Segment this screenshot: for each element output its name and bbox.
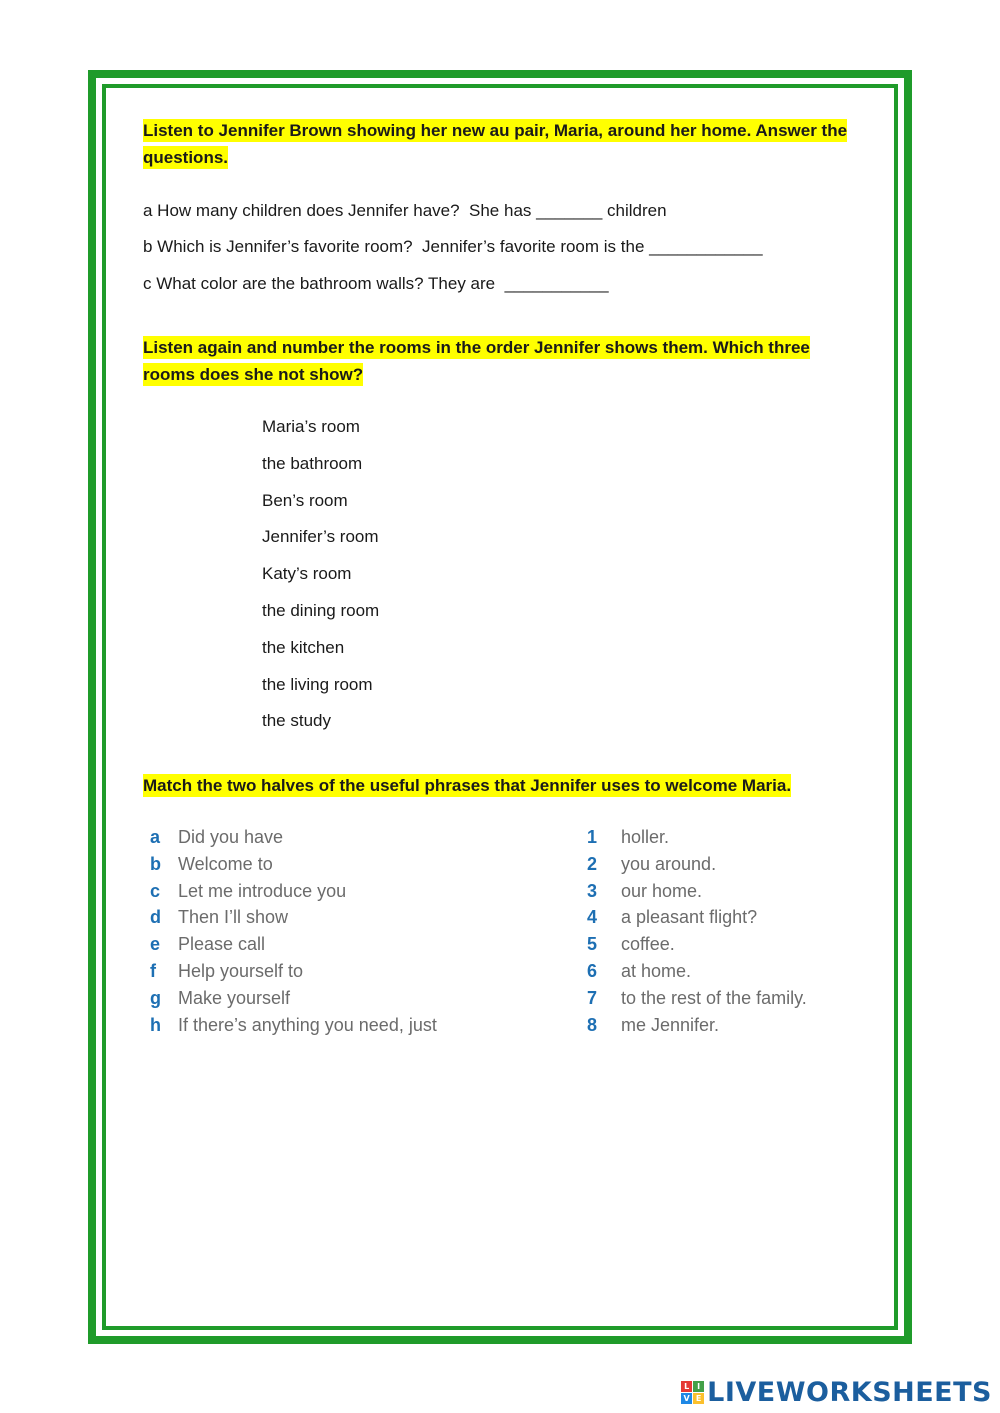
match-right-item bbox=[587, 987, 807, 1014]
match-left-key: d bbox=[150, 907, 161, 928]
question-c: c What color are the bathroom walls? They are ___________ bbox=[143, 274, 609, 293]
match-left-item bbox=[150, 1014, 437, 1041]
match-left-item bbox=[150, 933, 437, 960]
question-a: a How many children does Jennifer have? She has _______ children bbox=[143, 201, 667, 220]
match-left-text: If there’s anything you need, just bbox=[178, 1014, 437, 1035]
room-item: the living room bbox=[262, 674, 373, 694]
match-left-item bbox=[150, 826, 437, 853]
match-left-item bbox=[150, 987, 437, 1014]
match-right-text: holler. bbox=[621, 827, 670, 847]
match-right-key: 6 bbox=[587, 960, 598, 981]
match-left-text: Did you have bbox=[178, 827, 284, 847]
match-left-key: e bbox=[150, 934, 161, 955]
match-right-item bbox=[587, 906, 807, 933]
match-right-text: a pleasant flight? bbox=[621, 907, 758, 928]
match-right-item bbox=[587, 853, 807, 880]
match-left-item bbox=[150, 880, 437, 907]
match-left-key: f bbox=[150, 960, 156, 981]
logo-icon-letter: L bbox=[681, 1381, 692, 1392]
match-right-key: 7 bbox=[587, 987, 598, 1008]
match-right-text: me Jennifer. bbox=[621, 1014, 720, 1035]
section3-instruction bbox=[143, 772, 853, 799]
room-item: the dining room bbox=[262, 600, 380, 620]
match-left-key: b bbox=[150, 853, 161, 874]
match-left-text: Please call bbox=[178, 934, 266, 955]
section2-instruction bbox=[143, 334, 853, 388]
match-right-item bbox=[587, 960, 807, 987]
match-right-text: at home. bbox=[621, 960, 692, 981]
room-item: Maria’s room bbox=[262, 417, 360, 436]
match-right-item bbox=[587, 826, 807, 853]
page-border-inner bbox=[102, 84, 898, 1330]
room-item: the kitchen bbox=[262, 637, 345, 657]
section3-instruction-text: Match the two halves of the useful phrases that Jennifer uses to welcome Maria. bbox=[143, 776, 792, 795]
match-right-key: 5 bbox=[587, 934, 598, 955]
match-left-key: c bbox=[150, 880, 161, 901]
match-right-item bbox=[587, 1014, 807, 1041]
match-left-text: Then I’ll show bbox=[178, 907, 289, 928]
match-right-key: 1 bbox=[587, 827, 598, 847]
match-right-text: you around. bbox=[621, 853, 717, 874]
liveworksheets-logo bbox=[681, 1377, 992, 1407]
match-right-text: coffee. bbox=[621, 934, 675, 955]
match-left-item bbox=[150, 853, 437, 880]
match-right-text: to the rest of the family. bbox=[621, 987, 807, 1008]
section1-instruction bbox=[143, 117, 853, 171]
match-left-text: Welcome to bbox=[178, 853, 273, 874]
match-right-key: 8 bbox=[587, 1014, 598, 1035]
match-left-text: Let me introduce you bbox=[178, 880, 347, 901]
match-right-key: 3 bbox=[587, 880, 598, 901]
match-left-key: a bbox=[150, 827, 161, 847]
logo-icon-letter: E bbox=[693, 1393, 704, 1404]
match-right-key: 4 bbox=[587, 907, 598, 928]
match-left-key: g bbox=[150, 987, 161, 1008]
logo-icon-letter: I bbox=[693, 1381, 704, 1392]
match-right-key: 2 bbox=[587, 853, 598, 874]
match-left-key: h bbox=[150, 1014, 161, 1035]
liveworksheets-logo-text: LIVEWORKSHEETS bbox=[707, 1376, 992, 1408]
room-item: Ben’s room bbox=[262, 490, 348, 510]
section1-instruction-text: Listen to Jennifer Brown showing her new au pair, Maria, around her home. Answer the questions. bbox=[143, 121, 848, 167]
liveworksheets-logo-icon bbox=[681, 1381, 704, 1404]
section2-instruction-text: Listen again and number the rooms in the order Jennifer shows them. Which three rooms does she not show? bbox=[143, 338, 810, 384]
room-item: Jennifer’s room bbox=[262, 527, 379, 547]
room-item: the bathroom bbox=[262, 453, 363, 473]
match-right-text: our home. bbox=[621, 880, 703, 901]
match-left-text: Help yourself to bbox=[178, 960, 304, 981]
room-list bbox=[262, 416, 379, 747]
room-item: the study bbox=[262, 711, 331, 731]
question-b: b Which is Jennifer’s favorite room? Jennifer’s favorite room is the ____________ bbox=[143, 237, 763, 256]
match-right-item bbox=[587, 880, 807, 907]
room-item: Katy’s room bbox=[262, 564, 352, 584]
match-right-item bbox=[587, 933, 807, 960]
match-left-text: Make yourself bbox=[178, 987, 291, 1008]
match-right-column bbox=[587, 826, 807, 1040]
match-left-item bbox=[150, 906, 437, 933]
logo-icon-letter: V bbox=[681, 1393, 692, 1404]
match-left-item bbox=[150, 960, 437, 987]
match-left-column bbox=[150, 826, 437, 1040]
